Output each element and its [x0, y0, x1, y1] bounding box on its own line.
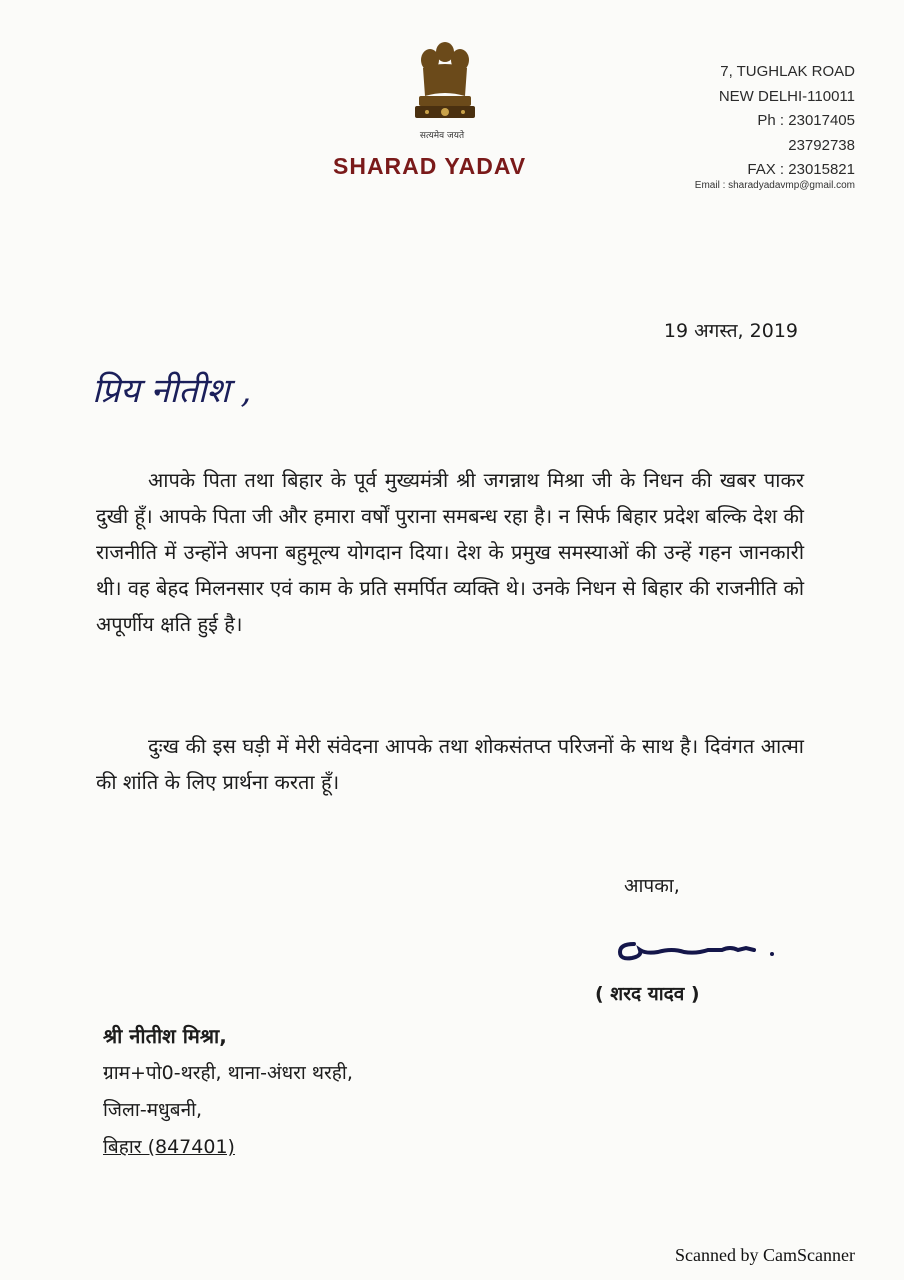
closing: आपका,: [624, 875, 680, 897]
address-line: NEW DELHI-110011: [718, 87, 855, 105]
phone-number: Ph : 23017405: [757, 112, 855, 129]
body-paragraph: दुःख की इस घड़ी में मेरी संवेदना आपके तथा शोकसंतप्त परिजनों के साथ है। दिवंगत आत्मा की शांति के लिए प्रार्थना करता हूँ।: [96, 734, 804, 794]
signatory-name: ( शरद यादव ): [595, 983, 700, 1005]
recipient-block: [103, 1018, 353, 1166]
emblem-motto: सत्यमेव जयते: [419, 131, 465, 141]
body-paragraph: आपके पिता तथा बिहार के पूर्व मुख्यमंत्री श्री जगन्नाथ मिश्रा जी के निधन की खबर पाकर दुखी हूँ। आपके पिता जी और हमारा वर्षों पुराना समबन्ध रहा है। न सिर्फ बिहार प्रदेश बल्कि देश की राजनीति में उन्होंने अपना बहुमूल्य योगदान दिया। देश के प्रमुख समस्याओं की उन्हें गहन जानकारी थी। वह बेहद मिलनसार एवं काम के प्रति समर्पित व्यक्ति थे। उनके निधन से बिहार की राजनीति को अपूर्णीय क्षति हुई है।: [96, 468, 804, 636]
recipient-name: श्री नीतीश मिश्रा,: [103, 1024, 227, 1048]
handwritten-salutation: [92, 360, 332, 430]
letter-date: 19 अगस्त, 2019: [663, 320, 798, 342]
ashoka-emblem-icon: [405, 38, 485, 122]
letterhead-name: SHARAD YADAV: [333, 153, 527, 179]
fax-number: FAX : 23015821: [747, 161, 855, 178]
recipient-address-line: जिला-मधुबनी,: [103, 1099, 203, 1121]
phone-number: 23792738: [788, 136, 855, 154]
scanner-watermark: Scanned by CamScanner: [675, 1245, 855, 1265]
signature-icon: [612, 930, 782, 970]
svg-text:प्रिय नीतीश ,: प्रिय नीतीश ,: [92, 371, 252, 411]
recipient-address-line: बिहार (847401): [103, 1136, 235, 1158]
letterhead-address: [719, 60, 855, 183]
address-line: 7, TUGHLAK ROAD: [720, 63, 855, 80]
email-address: Email : sharadyadavmp@gmail.com: [694, 180, 855, 191]
recipient-address-line: ग्राम+पो0-थरही, थाना-अंधरा थरही,: [103, 1062, 353, 1084]
